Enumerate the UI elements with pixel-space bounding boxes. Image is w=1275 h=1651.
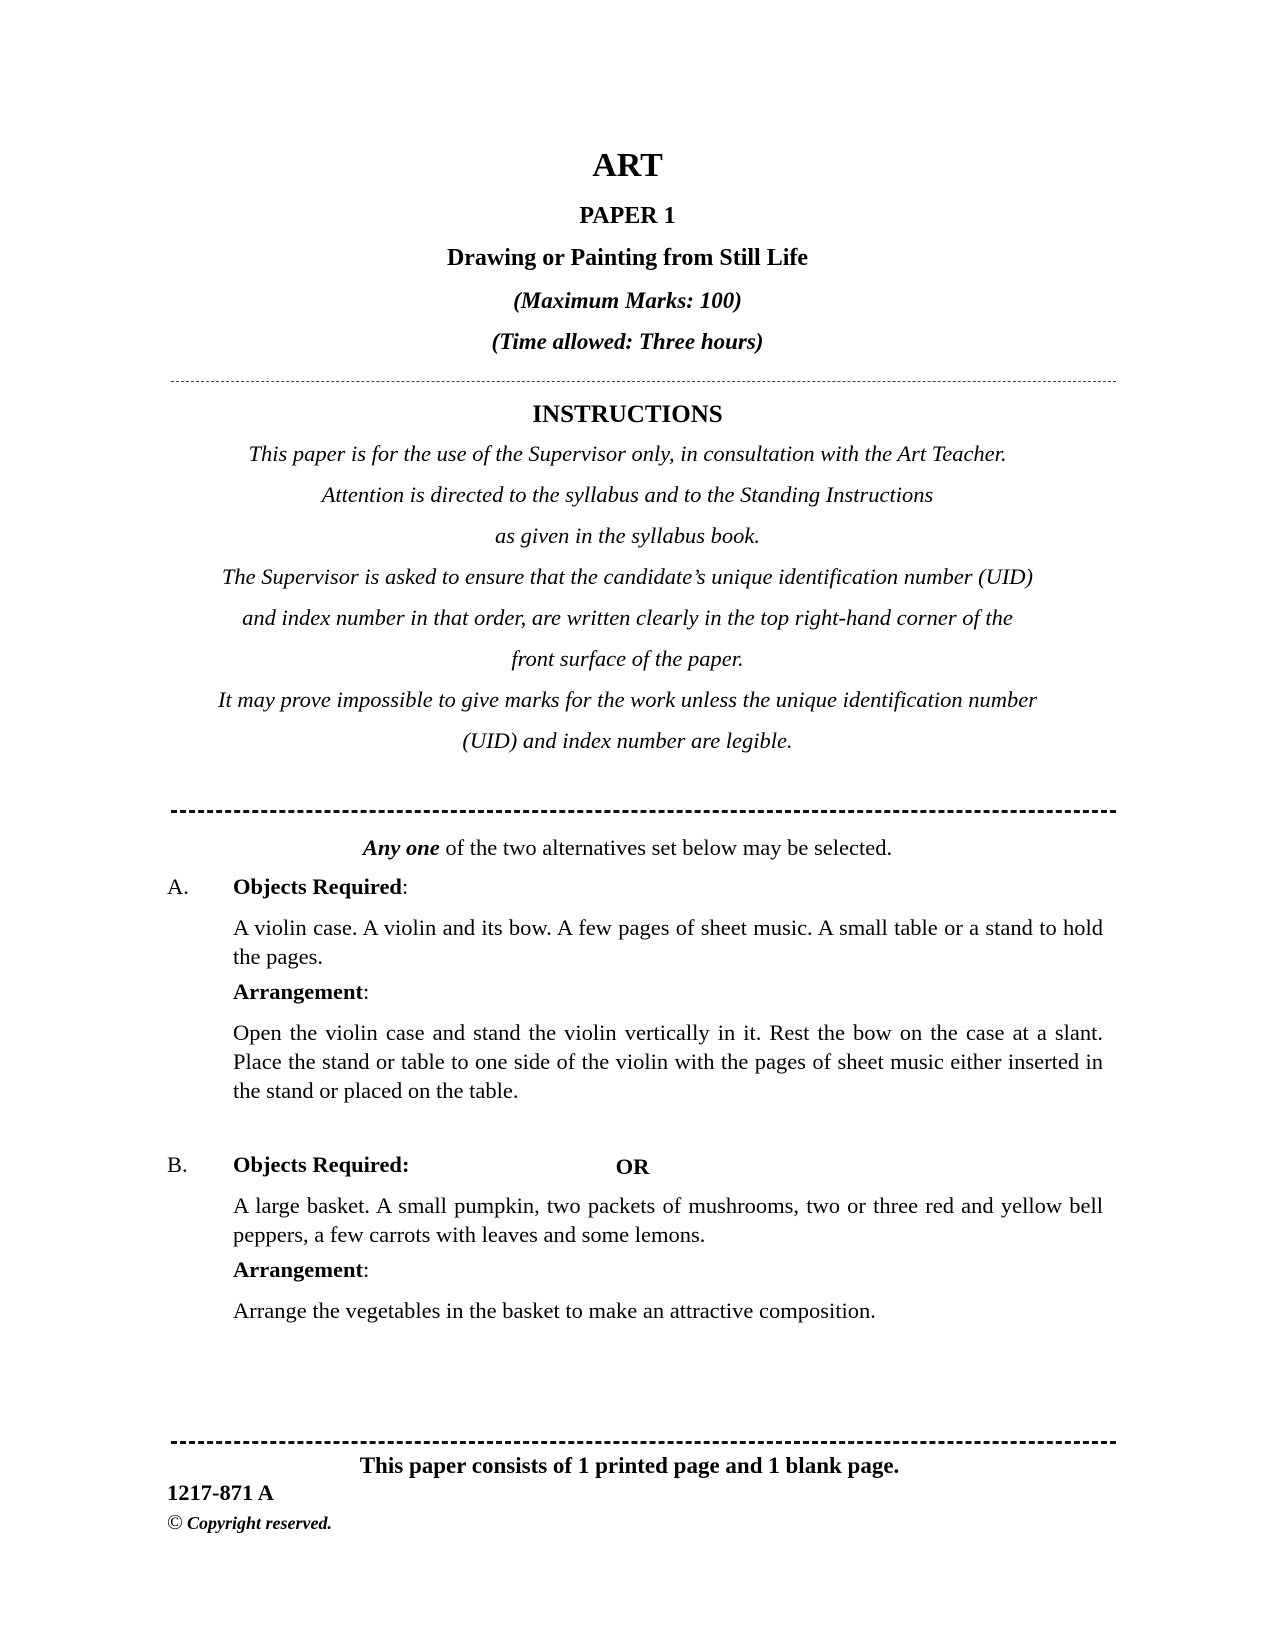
time-allowed: (Time allowed: Three hours) bbox=[491, 329, 764, 354]
instruction-line: This paper is for the use of the Supervisor only, in consultation with the Art Teacher. bbox=[248, 441, 1007, 466]
instructions-heading: INSTRUCTIONS bbox=[532, 401, 723, 428]
alternative-a-arrangement-text: Open the violin case and stand the violin vertically in it. Rest the bow on the case at a slant. Place the stand or table to one side of the violin with the pages of sheet music either inserted in the stand or placed on the table. bbox=[233, 1020, 1103, 1103]
subject-title: ART bbox=[592, 147, 663, 184]
alternative-b-objects-text: A large basket. A small pumpkin, two packets of mushrooms, two or three red and yellow bell peppers, a few carrots with leaves and some lemons. bbox=[233, 1193, 1103, 1247]
arrangement-suffix: : bbox=[362, 979, 370, 1004]
instruction-line: The Supervisor is asked to ensure that the candidate’s unique identification number (UID) bbox=[221, 564, 1034, 589]
alternative-a-objects-heading bbox=[233, 874, 408, 900]
instruction-line: It may prove impossible to give marks for the work unless the unique identification number bbox=[217, 687, 1038, 712]
instruction-line: front surface of the paper. bbox=[511, 646, 744, 671]
paper-code: 1217-871 A bbox=[167, 1480, 274, 1505]
arrangement-label: Arrangement bbox=[233, 1257, 363, 1282]
selection-note bbox=[0, 835, 1265, 861]
copyright-icon: © bbox=[167, 1510, 183, 1534]
alternative-b-arrangement-heading bbox=[233, 1257, 369, 1283]
instruction-line: and index number in that order, are written clearly in the top right-hand corner of the bbox=[242, 605, 1013, 630]
objects-suffix: : bbox=[401, 874, 409, 899]
divider-top bbox=[171, 381, 1116, 382]
arrangement-label: Arrangement bbox=[233, 979, 363, 1004]
divider-instructions bbox=[171, 810, 1116, 813]
arrangement-suffix: : bbox=[362, 1257, 370, 1282]
alternative-b-marker: B. bbox=[167, 1152, 188, 1177]
paper-number: PAPER 1 bbox=[579, 203, 676, 229]
selection-emphasis: Any one bbox=[362, 835, 440, 860]
paper-subtitle: Drawing or Painting from Still Life bbox=[446, 245, 809, 271]
copyright-notice bbox=[167, 1510, 332, 1535]
instruction-line: as given in the syllabus book. bbox=[495, 523, 760, 548]
alternative-a-marker: A. bbox=[167, 874, 189, 899]
selection-rest: of the two alternatives set below may be selected. bbox=[439, 835, 893, 860]
objects-label: Objects Required bbox=[233, 874, 402, 899]
maximum-marks: (Maximum Marks: 100) bbox=[513, 288, 742, 313]
or-separator: OR bbox=[615, 1154, 650, 1179]
pages-note: This paper consists of 1 printed page and 1 blank page. bbox=[359, 1453, 900, 1478]
alternative-a-arrangement-heading bbox=[233, 979, 369, 1005]
instruction-line: Attention is directed to the syllabus and to the Standing Instructions bbox=[321, 482, 934, 507]
alternative-a-objects-text: A violin case. A violin and its bow. A few pages of sheet music. A small table or a stand to hold the pages. bbox=[233, 915, 1103, 969]
copyright-text: Copyright reserved. bbox=[186, 1513, 332, 1533]
alternative-b-objects-heading bbox=[233, 1152, 409, 1178]
instruction-line: (UID) and index number are legible. bbox=[462, 728, 793, 753]
objects-label: Objects Required: bbox=[233, 1152, 410, 1177]
alternative-b-arrangement-text: Arrange the vegetables in the basket to make an attractive composition. bbox=[233, 1298, 876, 1323]
divider-footer bbox=[171, 1441, 1116, 1444]
